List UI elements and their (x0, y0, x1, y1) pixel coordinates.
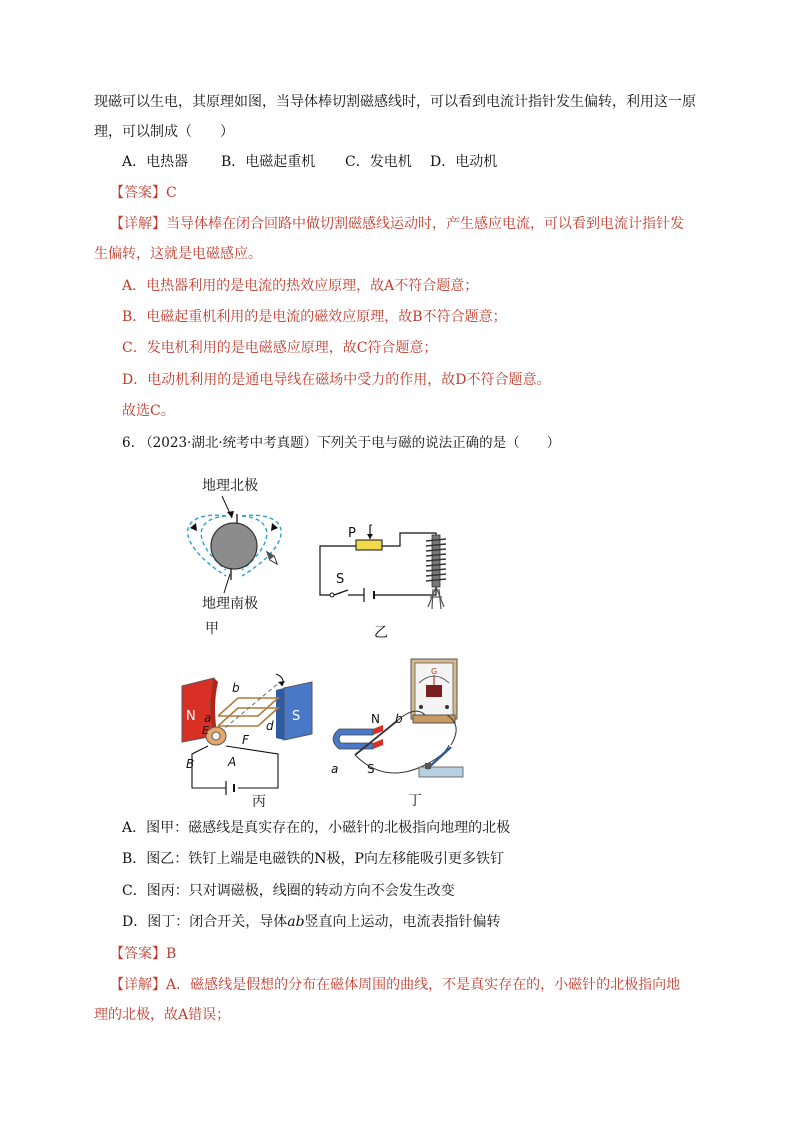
q5-stem-line2: 理，可以制成（ ） (94, 124, 234, 140)
figure-ding-label-b: b (395, 712, 403, 726)
q5-analysis-d: D．电动机利用的是通电导线在磁场中受力的作用，故D不符合题意。 (122, 372, 551, 388)
q6-answer-value: B (166, 946, 177, 962)
q6-stem: 下列关于电与磁的说法正确的是（ ） (317, 435, 561, 451)
q5-detail-text1: 当导体棒在闭合回路中做切割磁感线运动时，产生感应电流，可以看到电流计指针发 (166, 216, 684, 232)
figure-jia-north-label: 地理北极 (202, 478, 258, 494)
q5-conclusion: 故选C。 (122, 403, 175, 419)
q5-analysis-b: B．电磁起重机利用的是电流的磁效应原理，故B不符合题意； (122, 309, 507, 325)
q6-option-c: C．图丙：只对调磁极，线圈的转动方向不会发生改变 (122, 883, 455, 899)
figure-jia-earth (211, 523, 257, 569)
q6-option-d-suffix: 竖直向上运动，电流表指针偏转 (304, 914, 501, 930)
q6-detail-line2: 理的北极，故A错误； (94, 1007, 231, 1023)
q6-option-d-prefix: D．图丁：闭合开关，导体 (122, 914, 288, 930)
figure-ding-label-a: a (331, 762, 339, 776)
figure-bing-s-label: S (292, 709, 301, 724)
q6-number: 6. (122, 435, 135, 451)
figure-bing-caption: 丙 (252, 794, 266, 810)
figure-bing-label-f: F (242, 733, 249, 747)
q5-detail-line1 (110, 214, 684, 234)
figure-yi-caption: 乙 (374, 625, 388, 641)
figure-bing-label-big-b: B (186, 757, 195, 771)
figure-jia-arrow-icon (271, 523, 278, 531)
q5-detail-line2: 生偏转，这就是电磁感应。 (94, 246, 262, 262)
figure-yi (312, 515, 472, 645)
q6-source: （2023·湖北·统考中考真题） (139, 435, 318, 451)
q5-analysis-a: A．电热器利用的是电流的热效应原理，故A不符合题意； (122, 278, 479, 294)
figure-jia-caption: 甲 (205, 621, 219, 637)
figure-yi-rheostat (356, 540, 382, 550)
figure-bing-label-a: a (204, 711, 212, 725)
figure-ding (325, 655, 485, 810)
q6-answer (110, 944, 176, 964)
q5-answer-label: 【答案】 (110, 185, 166, 201)
figure-bing-label-e: E (202, 724, 209, 737)
q6-detail-line1 (110, 975, 680, 995)
figure-jia-arrow-icon (190, 523, 197, 531)
q6-option-d-ab: ab (287, 914, 305, 930)
q5-analysis-c: C．发电机利用的是电磁感应原理，故C符合题意； (122, 340, 438, 356)
q6-option-b: B．图乙：铁钉上端是电磁铁的N极，P向左移能吸引更多铁钉 (122, 851, 504, 867)
figure-yi-s-label: S (336, 572, 345, 587)
figure-ding-s-label: S (367, 762, 375, 776)
figure-bing-n-label: N (186, 709, 196, 724)
q6-answer-label: 【答案】 (110, 946, 166, 962)
figure-yi-coil (426, 539, 446, 581)
figure-jia (160, 470, 320, 640)
q5-option-d: D．电动机 (430, 154, 498, 170)
q6-stem-line (122, 433, 560, 453)
figure-bing (168, 660, 328, 810)
figure-ding-caption: 丁 (408, 793, 422, 809)
q6-detail-label: 【详解】 (110, 977, 166, 993)
q5-answer-value: C (166, 185, 177, 201)
q5-option-b: B．电磁起重机 (221, 154, 316, 170)
q5-option-a: A．电热器 (122, 154, 189, 170)
q5-option-c: C．发电机 (345, 154, 412, 170)
figure-yi-p-label: P (348, 526, 356, 541)
q5-answer (110, 183, 177, 203)
figure-jia-south-label: 地理南极 (202, 596, 258, 612)
figure-ding-conductor-ab (355, 721, 397, 755)
figure-bing-label-d: d (266, 719, 274, 733)
figure-bing-label-big-a: A (228, 755, 237, 769)
figure-ding-label-g: G (431, 667, 438, 676)
q5-stem-line1: 现磁可以生电，其原理如图，当导体棒切割磁感线时，可以看到电流计指针发生偏转，利用这一原 (94, 94, 696, 110)
q6-option-d (122, 912, 501, 932)
figure-yi-switch (334, 590, 348, 595)
figure-ding-n-label: N (371, 712, 380, 726)
q6-detail-text1: A．磁感线是假想的分布在磁体周围的曲线，不是真实存在的，小磁针的北极指向地 (166, 977, 681, 993)
q6-option-a: A．图甲：磁感线是真实存在的，小磁针的北极指向地理的北极 (122, 820, 511, 836)
figure-bing-label-b: b (232, 681, 240, 695)
q5-detail-label: 【详解】 (110, 216, 166, 232)
